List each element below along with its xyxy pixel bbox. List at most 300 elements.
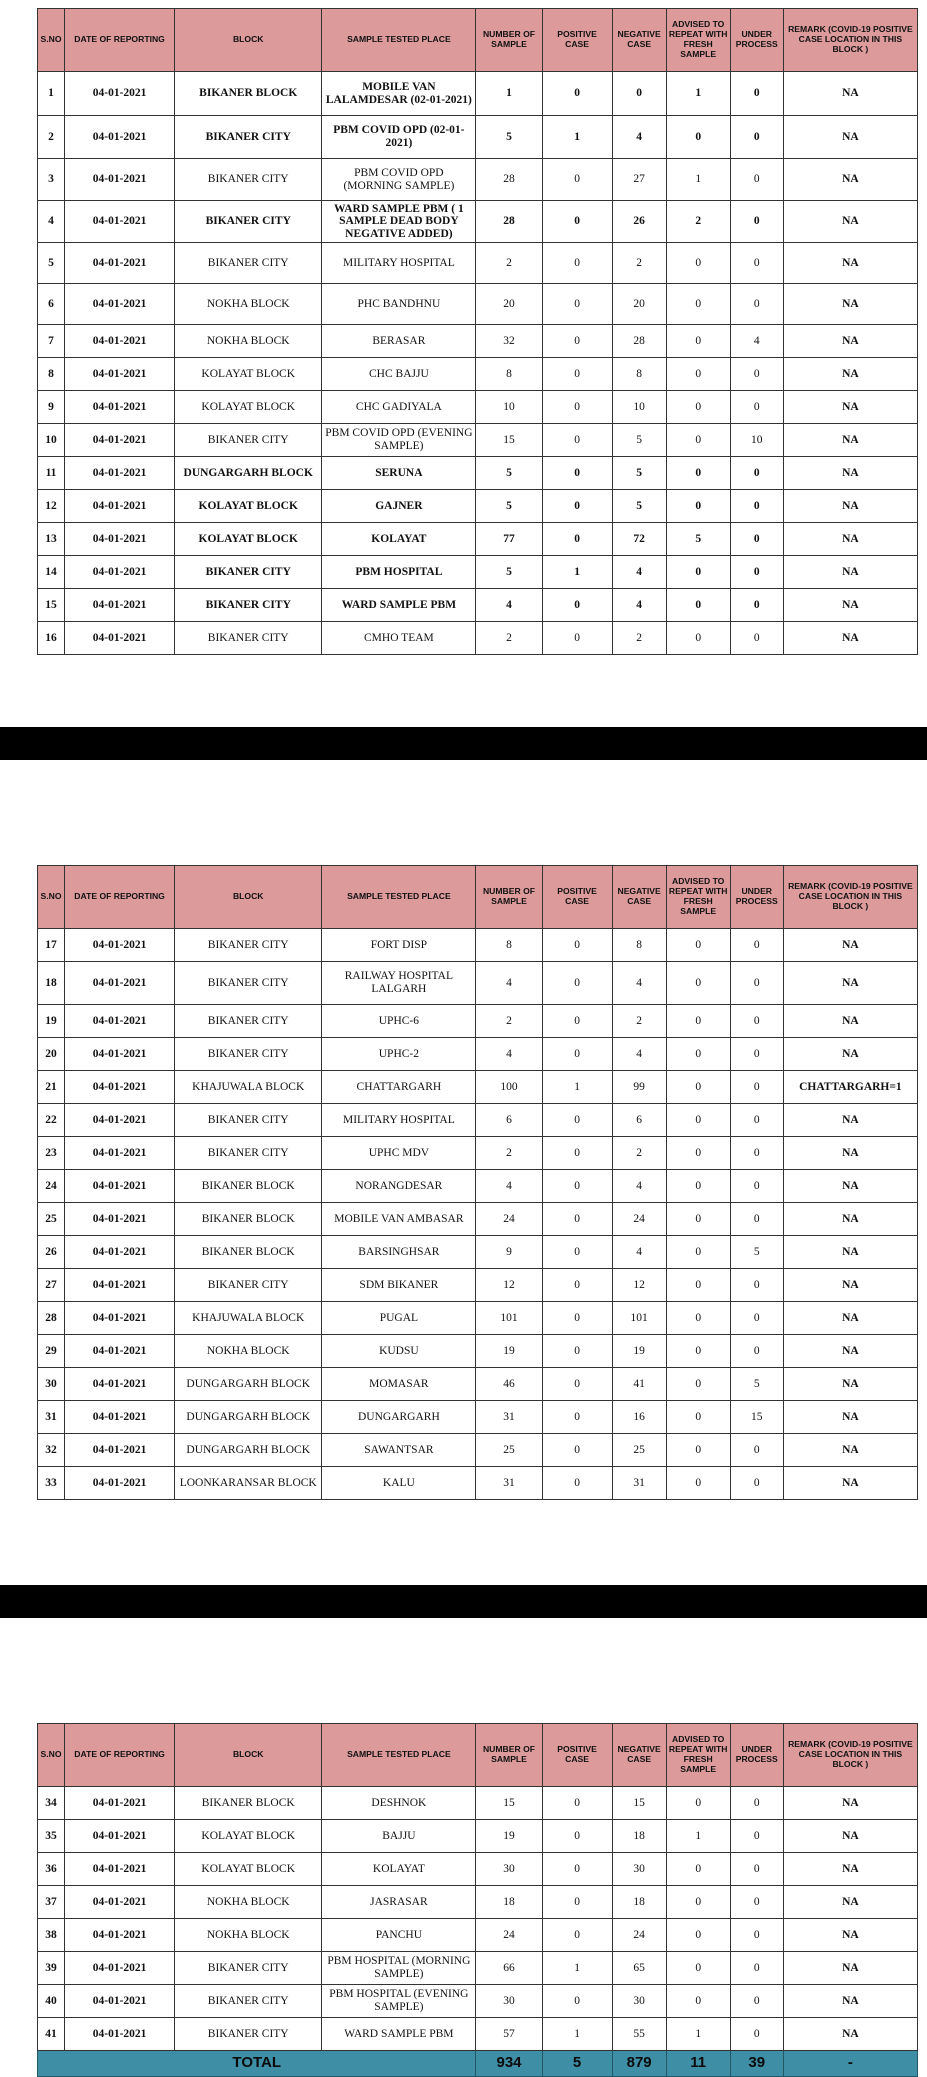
serial-number-cell: 27 [38,1269,65,1302]
total-advised-repeat: 11 [666,2051,730,2077]
column-header-sample-tested-place: SAMPLE TESTED PLACE [322,9,476,72]
advised-repeat-cell: 0 [666,962,730,1005]
advised-repeat-cell: 1 [666,1820,730,1853]
remark-cell: NA [783,358,917,391]
table-row [38,391,918,424]
column-header-negative-case: NEGATIVE CASE [612,866,666,929]
column-header-under-process: UNDER PROCESS [730,866,783,929]
column-header-under-process: UNDER PROCESS [730,9,783,72]
column-header-number-of-sample: NUMBER OF SAMPLE [476,1724,542,1787]
date-of-reporting-cell: 04-01-2021 [65,1952,175,1985]
under-process-cell: 0 [730,1820,783,1853]
block-cell: NOKHA BLOCK [175,1886,322,1919]
serial-number-cell: 40 [38,1985,65,2018]
table-row [38,1170,918,1203]
under-process-cell: 0 [730,1335,783,1368]
number-of-sample-cell: 32 [476,325,542,358]
serial-number-cell: 21 [38,1071,65,1104]
table-row [38,1820,918,1853]
column-header-sample-tested-place: SAMPLE TESTED PLACE [322,1724,476,1787]
column-header-advised-repeat: ADVISED TO REPEAT WITH FRESH SAMPLE [666,866,730,929]
under-process-cell: 0 [730,1434,783,1467]
serial-number-cell: 16 [38,622,65,655]
number-of-sample-cell: 57 [476,2018,542,2051]
date-of-reporting-cell: 04-01-2021 [65,1467,175,1500]
block-cell: BIKANER CITY [175,962,322,1005]
block-cell: BIKANER BLOCK [175,1787,322,1820]
remark-cell: NA [783,1335,917,1368]
date-of-reporting-cell: 04-01-2021 [65,1203,175,1236]
remark-cell: NA [783,1985,917,2018]
table-row [38,2018,918,2051]
remark-cell: NA [783,1853,917,1886]
negative-case-cell: 19 [612,1335,666,1368]
serial-number-cell: 36 [38,1853,65,1886]
negative-case-cell: 72 [612,523,666,556]
sample-tested-place-cell: KUDSU [322,1335,476,1368]
number-of-sample-cell: 8 [476,358,542,391]
positive-case-cell: 0 [542,1335,612,1368]
advised-repeat-cell: 2 [666,201,730,243]
under-process-cell: 0 [730,1787,783,1820]
advised-repeat-cell: 0 [666,490,730,523]
negative-case-cell: 15 [612,1787,666,1820]
table-row [38,556,918,589]
table-row [38,622,918,655]
sample-tested-place-cell: PBM COVID OPD (02-01-2021) [322,116,476,159]
positive-case-cell: 0 [542,243,612,284]
sample-tested-place-cell: CHATTARGARH [322,1071,476,1104]
remark-cell: NA [783,72,917,116]
under-process-cell: 0 [730,116,783,159]
negative-case-cell: 55 [612,2018,666,2051]
serial-number-cell: 41 [38,2018,65,2051]
column-header-negative-case: NEGATIVE CASE [612,9,666,72]
advised-repeat-cell: 1 [666,159,730,201]
date-of-reporting-cell: 04-01-2021 [65,424,175,457]
negative-case-cell: 16 [612,1401,666,1434]
table-row [38,424,918,457]
date-of-reporting-cell: 04-01-2021 [65,929,175,962]
negative-case-cell: 41 [612,1368,666,1401]
table-row [38,589,918,622]
date-of-reporting-cell: 04-01-2021 [65,284,175,325]
date-of-reporting-cell: 04-01-2021 [65,2018,175,2051]
remark-cell: NA [783,116,917,159]
sample-tested-place-cell: MOMASAR [322,1368,476,1401]
block-cell: KHAJUWALA BLOCK [175,1071,322,1104]
sample-tested-place-cell: PBM HOSPITAL [322,556,476,589]
advised-repeat-cell: 0 [666,1104,730,1137]
under-process-cell: 0 [730,1985,783,2018]
table-row [38,1335,918,1368]
advised-repeat-cell: 0 [666,1170,730,1203]
block-cell: LOONKARANSAR BLOCK [175,1467,322,1500]
sample-tested-place-cell: MILITARY HOSPITAL [322,243,476,284]
advised-repeat-cell: 0 [666,424,730,457]
number-of-sample-cell: 4 [476,962,542,1005]
negative-case-cell: 4 [612,1170,666,1203]
block-cell: KOLAYAT BLOCK [175,490,322,523]
negative-case-cell: 2 [612,1137,666,1170]
sample-tested-place-cell: WARD SAMPLE PBM [322,2018,476,2051]
sample-tested-place-cell: PBM HOSPITAL (MORNING SAMPLE) [322,1952,476,1985]
under-process-cell: 0 [730,159,783,201]
column-header-number-of-sample: NUMBER OF SAMPLE [476,866,542,929]
remark-cell: NA [783,1368,917,1401]
serial-number-cell: 38 [38,1919,65,1952]
positive-case-cell: 1 [542,1071,612,1104]
remark-cell: NA [783,457,917,490]
sample-tested-place-cell: WARD SAMPLE PBM ( 1 SAMPLE DEAD BODY NEGATIVE ADDED) [322,201,476,243]
positive-case-cell: 1 [542,1952,612,1985]
number-of-sample-cell: 4 [476,1038,542,1071]
number-of-sample-cell: 15 [476,424,542,457]
remark-cell: NA [783,1467,917,1500]
serial-number-cell: 6 [38,284,65,325]
total-label: TOTAL [38,2051,476,2077]
header-row [38,866,918,929]
serial-number-cell: 12 [38,490,65,523]
column-header-advised-repeat: ADVISED TO REPEAT WITH FRESH SAMPLE [666,1724,730,1787]
header-row [38,9,918,72]
negative-case-cell: 5 [612,490,666,523]
under-process-cell: 0 [730,1886,783,1919]
block-cell: BIKANER CITY [175,116,322,159]
advised-repeat-cell: 0 [666,325,730,358]
serial-number-cell: 23 [38,1137,65,1170]
block-cell: KOLAYAT BLOCK [175,358,322,391]
serial-number-cell: 2 [38,116,65,159]
block-cell: BIKANER CITY [175,201,322,243]
table-row [38,116,918,159]
serial-number-cell: 11 [38,457,65,490]
negative-case-cell: 4 [612,1236,666,1269]
block-cell: BIKANER CITY [175,589,322,622]
under-process-cell: 0 [730,929,783,962]
negative-case-cell: 28 [612,325,666,358]
serial-number-cell: 19 [38,1005,65,1038]
sample-tested-place-cell: BARSINGHSAR [322,1236,476,1269]
table-row [38,929,918,962]
number-of-sample-cell: 28 [476,159,542,201]
table-row [38,1203,918,1236]
advised-repeat-cell: 0 [666,1467,730,1500]
under-process-cell: 0 [730,2018,783,2051]
column-header-advised-repeat: ADVISED TO REPEAT WITH FRESH SAMPLE [666,9,730,72]
sample-tested-place-cell: MOBILE VAN LALAMDESAR (02-01-2021) [322,72,476,116]
number-of-sample-cell: 12 [476,1269,542,1302]
sample-tested-place-cell: UPHC-2 [322,1038,476,1071]
date-of-reporting-cell: 04-01-2021 [65,72,175,116]
block-cell: KHAJUWALA BLOCK [175,1302,322,1335]
date-of-reporting-cell: 04-01-2021 [65,1787,175,1820]
date-of-reporting-cell: 04-01-2021 [65,1038,175,1071]
under-process-cell: 0 [730,72,783,116]
date-of-reporting-cell: 04-01-2021 [65,1104,175,1137]
negative-case-cell: 10 [612,391,666,424]
positive-case-cell: 0 [542,1302,612,1335]
remark-cell: NA [783,1203,917,1236]
block-cell: BIKANER BLOCK [175,1203,322,1236]
number-of-sample-cell: 2 [476,622,542,655]
serial-number-cell: 20 [38,1038,65,1071]
positive-case-cell: 1 [542,556,612,589]
remark-cell: NA [783,1038,917,1071]
block-cell: BIKANER CITY [175,243,322,284]
date-of-reporting-cell: 04-01-2021 [65,159,175,201]
advised-repeat-cell: 0 [666,1005,730,1038]
date-of-reporting-cell: 04-01-2021 [65,1269,175,1302]
remark-cell: NA [783,201,917,243]
advised-repeat-cell: 0 [666,457,730,490]
positive-case-cell: 0 [542,284,612,325]
sample-tested-place-cell: KOLAYAT [322,523,476,556]
under-process-cell: 0 [730,1170,783,1203]
number-of-sample-cell: 4 [476,1170,542,1203]
under-process-cell: 5 [730,1236,783,1269]
date-of-reporting-cell: 04-01-2021 [65,1919,175,1952]
positive-case-cell: 1 [542,116,612,159]
number-of-sample-cell: 24 [476,1919,542,1952]
positive-case-cell: 0 [542,1203,612,1236]
advised-repeat-cell: 0 [666,1302,730,1335]
sample-tested-place-cell: DESHNOK [322,1787,476,1820]
advised-repeat-cell: 1 [666,2018,730,2051]
table-row [38,1787,918,1820]
table-row [38,201,918,243]
sample-tested-place-cell: PHC BANDHNU [322,284,476,325]
table-row [38,159,918,201]
sample-tested-place-cell: MILITARY HOSPITAL [322,1104,476,1137]
serial-number-cell: 24 [38,1170,65,1203]
positive-case-cell: 0 [542,1919,612,1952]
date-of-reporting-cell: 04-01-2021 [65,556,175,589]
advised-repeat-cell: 0 [666,1401,730,1434]
remark-cell: NA [783,1104,917,1137]
remark-cell: NA [783,325,917,358]
block-cell: KOLAYAT BLOCK [175,391,322,424]
date-of-reporting-cell: 04-01-2021 [65,1985,175,2018]
sample-tested-place-cell: SDM BIKANER [322,1269,476,1302]
block-cell: BIKANER CITY [175,424,322,457]
serial-number-cell: 15 [38,589,65,622]
under-process-cell: 0 [730,1952,783,1985]
advised-repeat-cell: 0 [666,1269,730,1302]
number-of-sample-cell: 1 [476,72,542,116]
under-process-cell: 0 [730,962,783,1005]
number-of-sample-cell: 2 [476,1005,542,1038]
table-row [38,325,918,358]
advised-repeat-cell: 0 [666,1335,730,1368]
negative-case-cell: 8 [612,929,666,962]
remark-cell: NA [783,1137,917,1170]
serial-number-cell: 1 [38,72,65,116]
table-row [38,1236,918,1269]
under-process-cell: 10 [730,424,783,457]
block-cell: BIKANER CITY [175,1985,322,2018]
date-of-reporting-cell: 04-01-2021 [65,523,175,556]
sample-tested-place-cell: KALU [322,1467,476,1500]
sample-tested-place-cell: GAJNER [322,490,476,523]
negative-case-cell: 24 [612,1919,666,1952]
remark-cell: NA [783,424,917,457]
under-process-cell: 4 [730,325,783,358]
serial-number-cell: 28 [38,1302,65,1335]
negative-case-cell: 6 [612,1104,666,1137]
covid-report-table [37,865,918,1500]
positive-case-cell: 1 [542,2018,612,2051]
serial-number-cell: 8 [38,358,65,391]
under-process-cell: 0 [730,523,783,556]
negative-case-cell: 18 [612,1886,666,1919]
date-of-reporting-cell: 04-01-2021 [65,1302,175,1335]
table-row [38,1434,918,1467]
under-process-cell: 5 [730,1368,783,1401]
page-separator [0,1585,927,1618]
block-cell: BIKANER CITY [175,929,322,962]
negative-case-cell: 31 [612,1467,666,1500]
date-of-reporting-cell: 04-01-2021 [65,1401,175,1434]
date-of-reporting-cell: 04-01-2021 [65,116,175,159]
number-of-sample-cell: 66 [476,1952,542,1985]
advised-repeat-cell: 0 [666,284,730,325]
column-header-number-of-sample: NUMBER OF SAMPLE [476,9,542,72]
remark-cell: NA [783,1952,917,1985]
under-process-cell: 15 [730,1401,783,1434]
block-cell: NOKHA BLOCK [175,1335,322,1368]
column-header-date-of-reporting: DATE OF REPORTING [65,1724,175,1787]
table-row [38,72,918,116]
positive-case-cell: 0 [542,1467,612,1500]
positive-case-cell: 0 [542,159,612,201]
total-remark: - [783,2051,917,2077]
block-cell: BIKANER BLOCK [175,1236,322,1269]
block-cell: KOLAYAT BLOCK [175,523,322,556]
serial-number-cell: 33 [38,1467,65,1500]
negative-case-cell: 4 [612,1038,666,1071]
number-of-sample-cell: 28 [476,201,542,243]
remark-cell: NA [783,1236,917,1269]
date-of-reporting-cell: 04-01-2021 [65,622,175,655]
remark-cell: NA [783,556,917,589]
sample-tested-place-cell: NORANGDESAR [322,1170,476,1203]
positive-case-cell: 0 [542,1820,612,1853]
negative-case-cell: 99 [612,1071,666,1104]
table-row [38,490,918,523]
advised-repeat-cell: 0 [666,556,730,589]
number-of-sample-cell: 5 [476,490,542,523]
advised-repeat-cell: 0 [666,1071,730,1104]
date-of-reporting-cell: 04-01-2021 [65,1820,175,1853]
positive-case-cell: 0 [542,490,612,523]
serial-number-cell: 30 [38,1368,65,1401]
block-cell: BIKANER CITY [175,622,322,655]
table-row [38,457,918,490]
serial-number-cell: 13 [38,523,65,556]
number-of-sample-cell: 31 [476,1467,542,1500]
sample-tested-place-cell: PUGAL [322,1302,476,1335]
serial-number-cell: 29 [38,1335,65,1368]
remark-cell: NA [783,523,917,556]
date-of-reporting-cell: 04-01-2021 [65,1170,175,1203]
positive-case-cell: 0 [542,1038,612,1071]
advised-repeat-cell: 0 [666,1137,730,1170]
total-row [38,2051,918,2077]
under-process-cell: 0 [730,1038,783,1071]
serial-number-cell: 22 [38,1104,65,1137]
serial-number-cell: 5 [38,243,65,284]
sample-tested-place-cell: DUNGARGARH [322,1401,476,1434]
remark-cell: NA [783,1401,917,1434]
positive-case-cell: 0 [542,523,612,556]
under-process-cell: 0 [730,556,783,589]
positive-case-cell: 0 [542,424,612,457]
advised-repeat-cell: 0 [666,622,730,655]
column-header-date-of-reporting: DATE OF REPORTING [65,9,175,72]
positive-case-cell: 0 [542,962,612,1005]
block-cell: NOKHA BLOCK [175,284,322,325]
date-of-reporting-cell: 04-01-2021 [65,1853,175,1886]
remark-cell: NA [783,1302,917,1335]
table-row [38,1919,918,1952]
under-process-cell: 0 [730,243,783,284]
negative-case-cell: 2 [612,1005,666,1038]
negative-case-cell: 4 [612,962,666,1005]
column-header-serial-number: S.NO [38,866,65,929]
under-process-cell: 0 [730,1919,783,1952]
sample-tested-place-cell: CHC GADIYALA [322,391,476,424]
advised-repeat-cell: 0 [666,243,730,284]
number-of-sample-cell: 4 [476,589,542,622]
table-row [38,1952,918,1985]
under-process-cell: 0 [730,391,783,424]
negative-case-cell: 30 [612,1853,666,1886]
block-cell: NOKHA BLOCK [175,325,322,358]
covid-report-table [37,1723,918,2077]
date-of-reporting-cell: 04-01-2021 [65,962,175,1005]
sample-tested-place-cell: WARD SAMPLE PBM [322,589,476,622]
number-of-sample-cell: 77 [476,523,542,556]
sample-tested-place-cell: SERUNA [322,457,476,490]
under-process-cell: 0 [730,1302,783,1335]
remark-cell: NA [783,1919,917,1952]
negative-case-cell: 4 [612,556,666,589]
number-of-sample-cell: 15 [476,1787,542,1820]
positive-case-cell: 0 [542,589,612,622]
under-process-cell: 0 [730,1071,783,1104]
positive-case-cell: 0 [542,1434,612,1467]
serial-number-cell: 17 [38,929,65,962]
under-process-cell: 0 [730,1269,783,1302]
block-cell: KOLAYAT BLOCK [175,1853,322,1886]
sample-tested-place-cell: CMHO TEAM [322,622,476,655]
positive-case-cell: 0 [542,1236,612,1269]
sample-tested-place-cell: KOLAYAT [322,1853,476,1886]
remark-cell: NA [783,1434,917,1467]
column-header-block: BLOCK [175,866,322,929]
table-row [38,1302,918,1335]
column-header-remark: REMARK (COVID-19 POSITIVE CASE LOCATION IN THIS BLOCK ) [783,9,917,72]
block-cell: BIKANER CITY [175,1104,322,1137]
positive-case-cell: 0 [542,929,612,962]
column-header-remark: REMARK (COVID-19 POSITIVE CASE LOCATION IN THIS BLOCK ) [783,866,917,929]
serial-number-cell: 14 [38,556,65,589]
column-header-date-of-reporting: DATE OF REPORTING [65,866,175,929]
number-of-sample-cell: 24 [476,1203,542,1236]
block-cell: BIKANER BLOCK [175,1170,322,1203]
sample-tested-place-cell: PBM HOSPITAL (EVENING SAMPLE) [322,1985,476,2018]
